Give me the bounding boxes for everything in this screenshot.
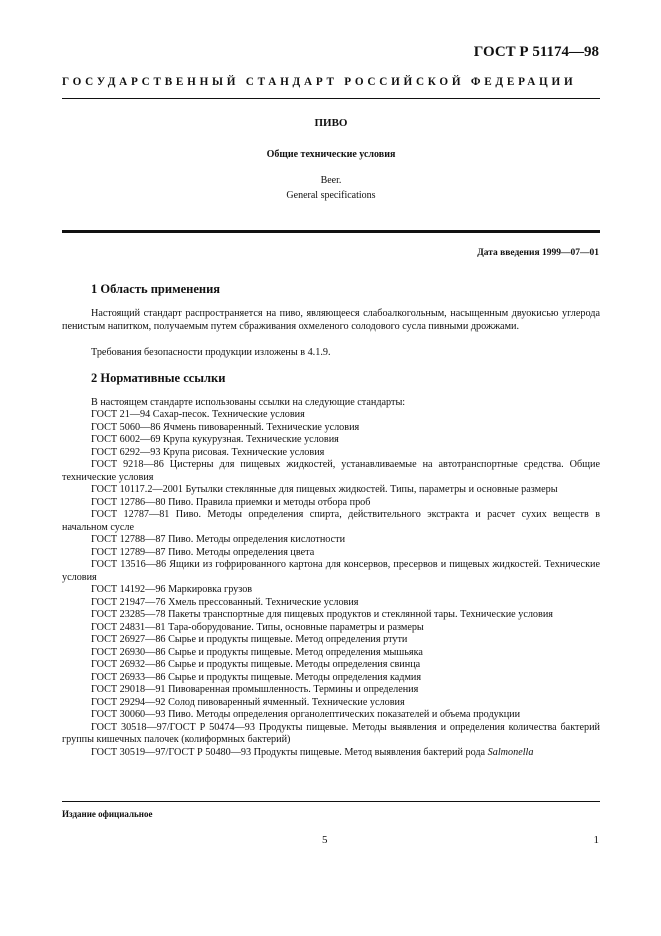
reference-item [62, 747, 600, 760]
reference-code: ГОСТ 30519—97/ГОСТ Р 50480—93 [91, 746, 252, 758]
reference-code: ГОСТ 10117.2—2001 [91, 484, 183, 495]
reference-item [62, 434, 600, 447]
reference-code: ГОСТ 5060—86 [91, 421, 161, 433]
reference-code: ГОСТ 6002—69 [91, 434, 161, 445]
section-2-intro: В настоящем стандарте использованы ссылки на следующие стандарты: [91, 397, 406, 408]
doc-english-title: Beer. [320, 175, 342, 186]
reference-code: ГОСТ 12789—87 [91, 546, 166, 558]
reference-title: Сырье и продукты пищевые. Методы определения свинца [168, 659, 421, 670]
reference-item [62, 684, 600, 697]
header-divider [62, 98, 600, 99]
section-1-heading: 1 Область применения [91, 282, 221, 296]
reference-italic-term: Salmonella [487, 746, 534, 758]
reference-title: Сырье и продукты пищевые. Метод определения ртути [168, 634, 408, 645]
reference-title: Пиво. Правила приемки и методы отбора проб [168, 496, 371, 508]
reference-title: Пиво. Методы определения кислотности [168, 534, 346, 545]
reference-title: Пиво. Методы определения цвета [168, 546, 315, 558]
reference-item [62, 484, 600, 497]
reference-code: ГОСТ 6292—93 [91, 446, 161, 458]
reference-item [62, 634, 600, 647]
reference-code: ГОСТ 13516—86 [91, 559, 167, 570]
reference-code: ГОСТ 12786—80 [91, 496, 166, 508]
gost-number: ГОСТ Р 51174—98 [473, 44, 599, 60]
reference-title: Ячмень пивоваренный. Технические условия [162, 421, 360, 433]
reference-item [62, 672, 600, 685]
reference-item [62, 709, 600, 722]
footer-divider [62, 801, 600, 802]
section-1-safety-note: Требования безопасности продукции изложены в 4.1.9. [91, 347, 331, 358]
reference-code: ГОСТ 29018—91 [91, 684, 166, 695]
reference-code: ГОСТ 26927—86 [91, 634, 166, 645]
reference-item [62, 509, 600, 534]
reference-code: ГОСТ 23285—78 [91, 609, 166, 620]
reference-title: Цистерны для пищевых жидкостей, устанавливаемые на автотранспортные средства. Общие технические условия [62, 459, 600, 483]
reference-title: Пиво. Методы определения органолептических показателей и объема продукции [168, 709, 521, 720]
reference-code: ГОСТ 29294—92 [91, 696, 166, 708]
official-edition-label: Издание официальное [62, 809, 153, 819]
reference-title: Тара-оборудование. Типы, основные параметры и размеры [168, 621, 424, 633]
reference-code: ГОСТ 12787—81 [91, 509, 170, 520]
reference-item [62, 534, 600, 547]
title-divider [62, 230, 600, 233]
reference-title: Продукты пищевые. Метод выявления бактерий рода [253, 746, 486, 758]
doc-title: ПИВО [314, 117, 348, 129]
reference-item [62, 584, 600, 597]
page-number-center: 5 [322, 834, 328, 846]
reference-code: ГОСТ 14192—96 [91, 584, 166, 595]
reference-code: ГОСТ 21—94 [91, 409, 151, 420]
reference-code: ГОСТ 12788—87 [91, 534, 166, 545]
reference-title: Бутылки стеклянные для пищевых жидкостей. Типы, параметры и основные размеры [185, 484, 558, 495]
reference-list [0, 409, 661, 759]
reference-item [62, 409, 600, 422]
page-number-right: 1 [593, 834, 599, 846]
reference-item [62, 609, 600, 622]
reference-item [62, 459, 600, 484]
reference-title: Солод пивоваренный ячменный. Технические условия [168, 696, 405, 708]
introduction-date: Дата введения 1999—07—01 [477, 248, 599, 258]
reference-item [62, 659, 600, 672]
reference-title: Маркировка грузов [168, 584, 253, 595]
reference-item [62, 722, 600, 747]
reference-item [62, 597, 600, 610]
section-2-heading: 2 Нормативные ссылки [91, 371, 226, 385]
reference-item [62, 559, 600, 584]
reference-item [62, 422, 600, 435]
reference-item [62, 647, 600, 660]
reference-code: ГОСТ 26932—86 [91, 659, 166, 670]
reference-title: Крупа кукурузная. Технические условия [162, 434, 339, 445]
reference-item [62, 547, 600, 560]
reference-item [62, 497, 600, 510]
reference-item [62, 622, 600, 635]
reference-code: ГОСТ 30518—97/ГОСТ Р 50474—93 [91, 721, 255, 733]
reference-code: ГОСТ 9218—86 [91, 459, 164, 470]
reference-title: Сахар-песок. Технические условия [152, 409, 305, 420]
reference-code: ГОСТ 21947—76 [91, 596, 166, 608]
reference-code: ГОСТ 26933—86 [91, 671, 166, 683]
reference-title: Продукты пищевые. Методы выявления и определения количества бактерий группы кишечных палочек (колиформных бактерий) [62, 721, 600, 745]
section-1-paragraph: Настоящий стандарт распространяется на пиво, являющееся слабоалкогольным, насыщенным двуокисью углерода пенистым напитком, получаемым путем сбраживания охмеленого солодового сусла пивными дрожжами. [62, 308, 600, 332]
reference-code: ГОСТ 24831—81 [91, 621, 166, 633]
reference-title: Сырье и продукты пищевые. Метод определения мышьяка [168, 646, 423, 658]
doc-subtitle: Общие технические условия [266, 149, 396, 160]
reference-title: Пивоваренная промышленность. Термины и определения [168, 684, 419, 695]
reference-code: ГОСТ 30060—93 [91, 709, 166, 720]
reference-title: Сырье и продукты пищевые. Методы определения кадмия [168, 671, 422, 683]
reference-title: Ящики из гофрированного картона для консервов, пресервов и пищевых жидкостей. Технические условия [62, 559, 601, 583]
reference-item [62, 697, 600, 710]
standard-title: ГОСУДАРСТВЕННЫЙ СТАНДАРТ РОССИЙСКОЙ ФЕДЕРАЦИИ [62, 76, 577, 88]
reference-title: Крупа рисовая. Технические условия [162, 446, 325, 458]
reference-title: Пиво. Методы определения спирта, действительного экстракта и расчет сухих веществ в начальном сусле [62, 509, 601, 533]
reference-code: ГОСТ 26930—86 [91, 646, 166, 658]
reference-title: Пакеты транспортные для пищевых продуктов и стеклянной тары. Технические условия [168, 609, 553, 620]
reference-item [62, 447, 600, 460]
reference-title: Хмель прессованный. Технические условия [168, 596, 359, 608]
doc-english-subtitle: General specifications [286, 190, 376, 201]
